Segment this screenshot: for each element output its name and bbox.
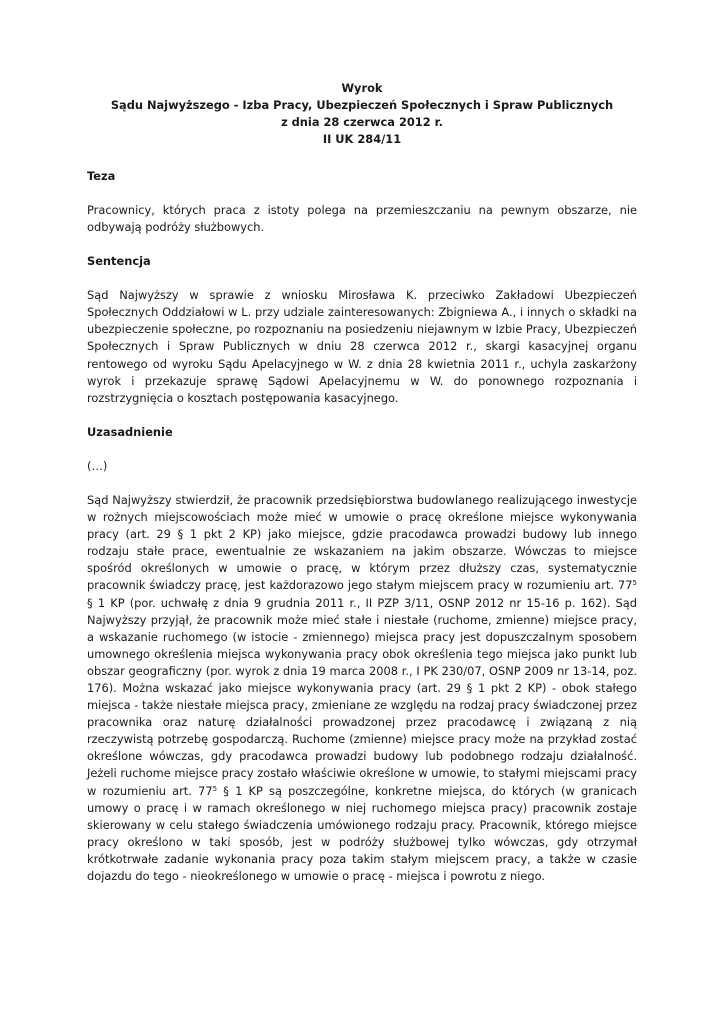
judgment-date: z dnia 28 czerwca 2012 r.	[281, 115, 443, 129]
court-name: Sądu Najwyższego - Izba Pracy, Ubezpieczeń Społecznych i Spraw Publicznych	[110, 98, 614, 112]
sentencja-heading: Sentencja	[87, 254, 151, 269]
uzasadnienie-part-2: § 1 KP (por. uchwałę z dnia 9 grudnia 2011 r., II PZP 3/11, OSNP 2012 nr 15-16 p. 162). Sąd Najwyższy przyjął, że pracownik może mieć stałe i niestałe (ruchome, zmienne) miejsce pracy, a wskazanie ruchomego (w istocie - zmiennego) miejsca pracy jest dopuszczalnym sposobem umownego określenia miejsca wykonywania pracy obok określenia tego miejsca jako punkt lub obszar geograficzny (por. wyrok z dnia 19 marca 2008 r., I PK 230/07, OSNP 2009 nr 13-14, poz. 176). Można wskazać jako miejsce wykonywania pracy (art. 29 § 1 pkt 2 KP) - obok stałego miejsca - także niestałe miejsca pracy, zmieniane ze względu na rodzaj pracy świadczonej przez pracownika oraz naturę działalności prowadzonej przez pracodawcę i związaną z nią rzeczywistą potrzebę gospodarczą. Ruchome (zmienne) miejsce pracy może na przykład zostać określone wówczas, gdy pracodawca prowadzi budowy lub podobnego rodzaju działalność. Jeżeli ruchome miejsce pracy zostało właściwie określone w umowie, to stałymi miejscami pracy w rozumieniu art. 77	[87, 595, 637, 798]
sentencja-text: Sąd Najwyższy w sprawie z wniosku Mirosława K. przeciwko Zakładowi Ubezpieczeń Społecznych Oddziałowi w L. przy udziale zainteresowanych: Zbigniewa A., i innych o składki na ubezpieczenie społeczne, po rozpoznaniu na posiedzeniu niejawnym w Izbie Pracy, Ubezpieczeń Społecznych i Spraw Publicznych w dniu 28 czerwca 2012 r., skargi kasacyjnej organu rentowego od wyroku Sądu Apelacyjnego w W. z dnia 28 kwietnia 2011 r., uchyla zaskarżony wyrok i przekazuje sprawę Sądowi Apelacyjnemu w W. do ponownego rozpoznania i rozstrzygnięcia o kosztach postępowania kasacyjnego.	[87, 288, 637, 405]
document-header	[87, 80, 637, 148]
uzasadnienie-part-1: Sąd Najwyższy stwierdził, że pracownik przedsiębiorstwa budowlanego realizującego inwestycje w rożnych miejscowościach może mieć w umowie o pracę określone miejsce wykonywania pracy (art. 29 § 1 pkt 2 KP) jako miejsce, gdzie pracodawca prowadzi budowy lub innego rodzaju stałe prace, ewentualnie ze wskazaniem na jakim obszarze. Wówczas to miejsce spośród określonych w umowie o pracę, w którym przez dłuższy czas, systematycznie pracownik świadczy pracę, jest każdorazowo jego stałym miejscem pracy w rozumieniu art. 77	[87, 492, 637, 593]
uzasadnienie-part-3: § 1 KP są poszczególne, konkretne miejsca, do których (w granicach umowy o pracę i w ramach określonego w niej ruchomego miejsca pracy) pracownik zostaje skierowany w celu stałego świadczenia umówionego rodzaju pracy. Pracownik, którego miejsce pracy określono w taki sposób, jest w podróży służbowej tylko wówczas, gdy otrzymał krótkotrwałe zadanie wykonania pracy poza takim stałym miejscem pracy, a także w czasie dojazdu do tego - nieokreślonego w umowie o pracę - miejsca i powrotu z niego.	[87, 783, 637, 883]
uzasadnienie-heading: Uzasadnienie	[87, 424, 173, 439]
superscript-5: 5	[212, 784, 218, 793]
superscript-5: 5	[632, 579, 637, 588]
judgment-label: Wyrok	[341, 81, 383, 95]
teza-text: Pracownicy, których praca z istoty polega na przemieszczaniu na pewnym obszarze, nie odbywają podróży służbowych.	[87, 203, 637, 235]
document-page	[87, 80, 637, 902]
omission-ellipsis: (…)	[87, 458, 108, 473]
case-number: II UK 284/11	[322, 132, 402, 146]
uzasadnienie-text	[87, 492, 637, 885]
teza-heading: Teza	[87, 169, 116, 183]
